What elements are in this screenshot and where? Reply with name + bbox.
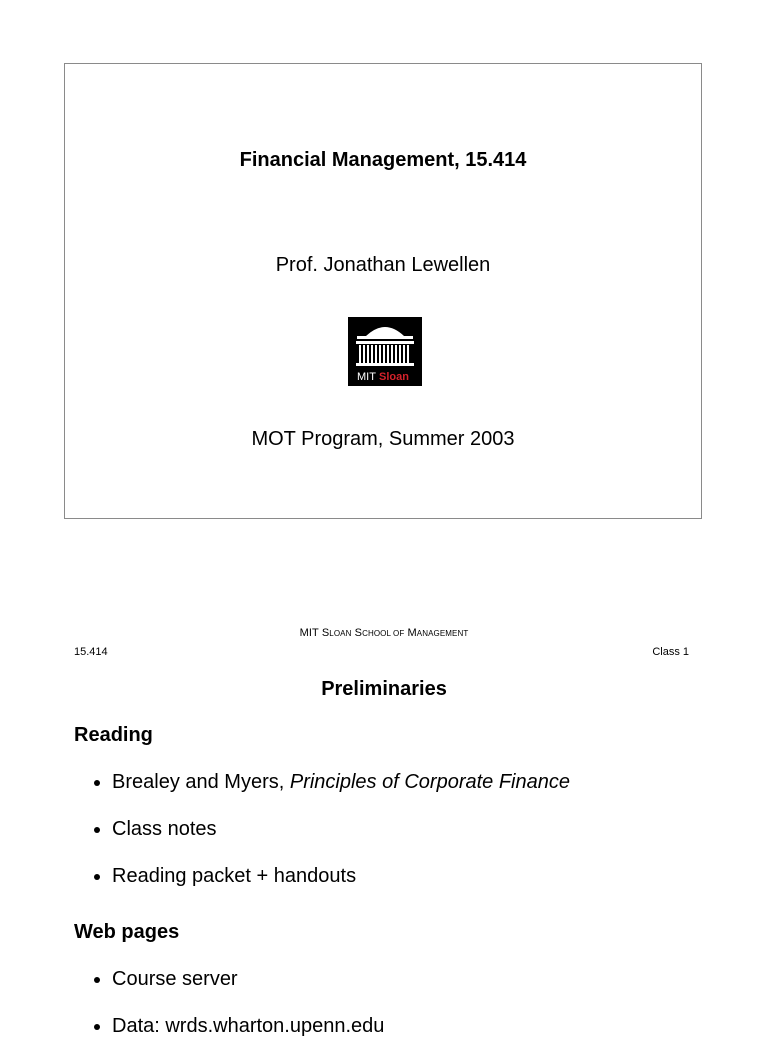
class-notes-text: Class notes — [112, 818, 217, 840]
reading-packet-text: Reading packet + handouts — [112, 865, 357, 887]
logo-sloan-text: Sloan — [379, 371, 409, 383]
bullet-icon — [94, 977, 100, 983]
school-header-part: M — [404, 627, 417, 639]
school-header — [0, 627, 768, 640]
data-source-text: Data: wrds.wharton.upenn.edu — [112, 1015, 385, 1037]
bullet-icon — [94, 780, 100, 786]
school-header-part: ANAGEMENT — [416, 629, 469, 638]
course-code: 15.414 — [74, 646, 108, 658]
school-header-part: S — [351, 627, 363, 639]
course-server-text: Course server — [112, 968, 238, 990]
bullet-icon — [94, 874, 100, 880]
slide-heading: Preliminaries — [321, 678, 447, 700]
textbook-title: Principles of Corporate Finance — [289, 771, 570, 793]
list-item — [92, 864, 570, 911]
school-header-part: CHOOL OF — [362, 629, 405, 638]
list-item — [92, 817, 570, 864]
logo-mit-text: MIT — [357, 371, 376, 383]
course-title: Financial Management, 15.414 — [239, 149, 527, 171]
program-name: MOT Program, Summer 2003 — [251, 428, 515, 450]
bullet-icon — [94, 1024, 100, 1030]
school-header-part: MIT S — [299, 627, 330, 639]
list-item — [92, 770, 570, 817]
reading-list — [92, 770, 570, 911]
section-heading-reading: Reading — [74, 724, 153, 746]
list-item — [92, 1014, 384, 1061]
textbook-authors: Brealey and Myers, — [112, 771, 290, 793]
title-slide — [64, 63, 702, 519]
mit-sloan-logo — [348, 317, 422, 386]
class-label: Class 1 — [652, 646, 689, 658]
bullet-icon — [94, 827, 100, 833]
section-heading-web-pages: Web pages — [74, 921, 180, 943]
school-header-part: LOAN — [329, 629, 352, 638]
mit-dome-icon — [348, 317, 422, 386]
web-pages-list — [92, 967, 384, 1061]
professor-name: Prof. Jonathan Lewellen — [275, 254, 491, 276]
list-item — [92, 967, 384, 1014]
